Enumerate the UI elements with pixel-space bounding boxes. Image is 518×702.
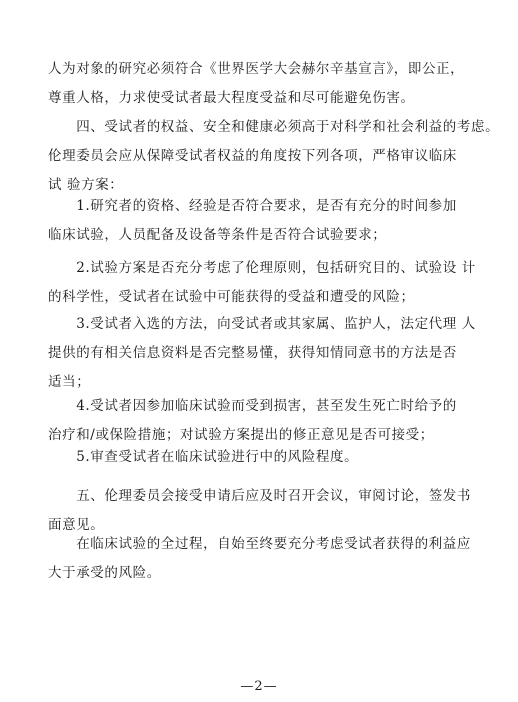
text-line: 人为对象的研究必须符合《世界医学大会赫尔辛基宣言》，即公正， (48, 61, 465, 77)
page-number: —2— (240, 679, 278, 694)
paragraph-intro (48, 55, 478, 113)
paragraph-subitem-1 (48, 192, 478, 250)
text-line: 的科学性，受试者在试验中可能获得的受益和遭受的风险； (48, 289, 415, 305)
paragraph-item-4 (48, 113, 500, 200)
text-line: 面意见。 (48, 517, 105, 533)
text-line: 适当； (48, 374, 91, 390)
text-line: 4.受试者因参加临床试验而受到损害，甚至发生死亡时给予的 (48, 398, 457, 414)
text-line: 治疗和/或保险措施；对试验方案提出的修正意见是否可接受； (48, 427, 434, 443)
text-line: 2.试验方案是否充分考虑了伦理原则，包括研究目的、试验设 计 (48, 260, 476, 276)
text-line: 1.研究者的资格、经验是否符合要求，是否有充分的时间参加 (48, 198, 457, 214)
text-line: 五、伦理委员会接受申请后应及时召开会议，审阅讨论，签发书 (48, 488, 471, 504)
text-line: 临床试验，人员配备及设备等条件是否符合试验要求； (48, 227, 387, 243)
text-line: 试 验方案： (48, 177, 124, 193)
text-line: 大于承受的风险。 (48, 565, 161, 581)
paragraph-subitem-2 (48, 254, 478, 312)
text-line: 5.审查受试者在临床试验进行中的风险程度。 (48, 449, 359, 465)
paragraph-closing (48, 530, 478, 588)
text-line: 伦理委员会应从保障受试者权益的角度按下列各项，严格审议临床 (48, 148, 457, 164)
paragraph-subitem-3 (48, 310, 478, 397)
text-line: 四、受试者的权益、安全和健康必须高于对科学和社会利益的考虑。 (48, 119, 500, 135)
text-line: 提供的有相关信息资料是否完整易懂，获得知情同意书的方法是否 (48, 345, 457, 361)
paragraph-subitem-5 (48, 443, 478, 472)
text-line: 在临床试验的全过程，自始至终要充分考虑受试者获得的利益应 (48, 536, 471, 552)
text-line: 3.受试者入选的方法，向受试者或其家属、监护人，法定代理 人 (48, 316, 476, 332)
paragraph-subitem-4 (48, 392, 478, 450)
text-line: 尊重人格，力求使受试者最大程度受益和尽可能避免伤害。 (48, 90, 415, 106)
